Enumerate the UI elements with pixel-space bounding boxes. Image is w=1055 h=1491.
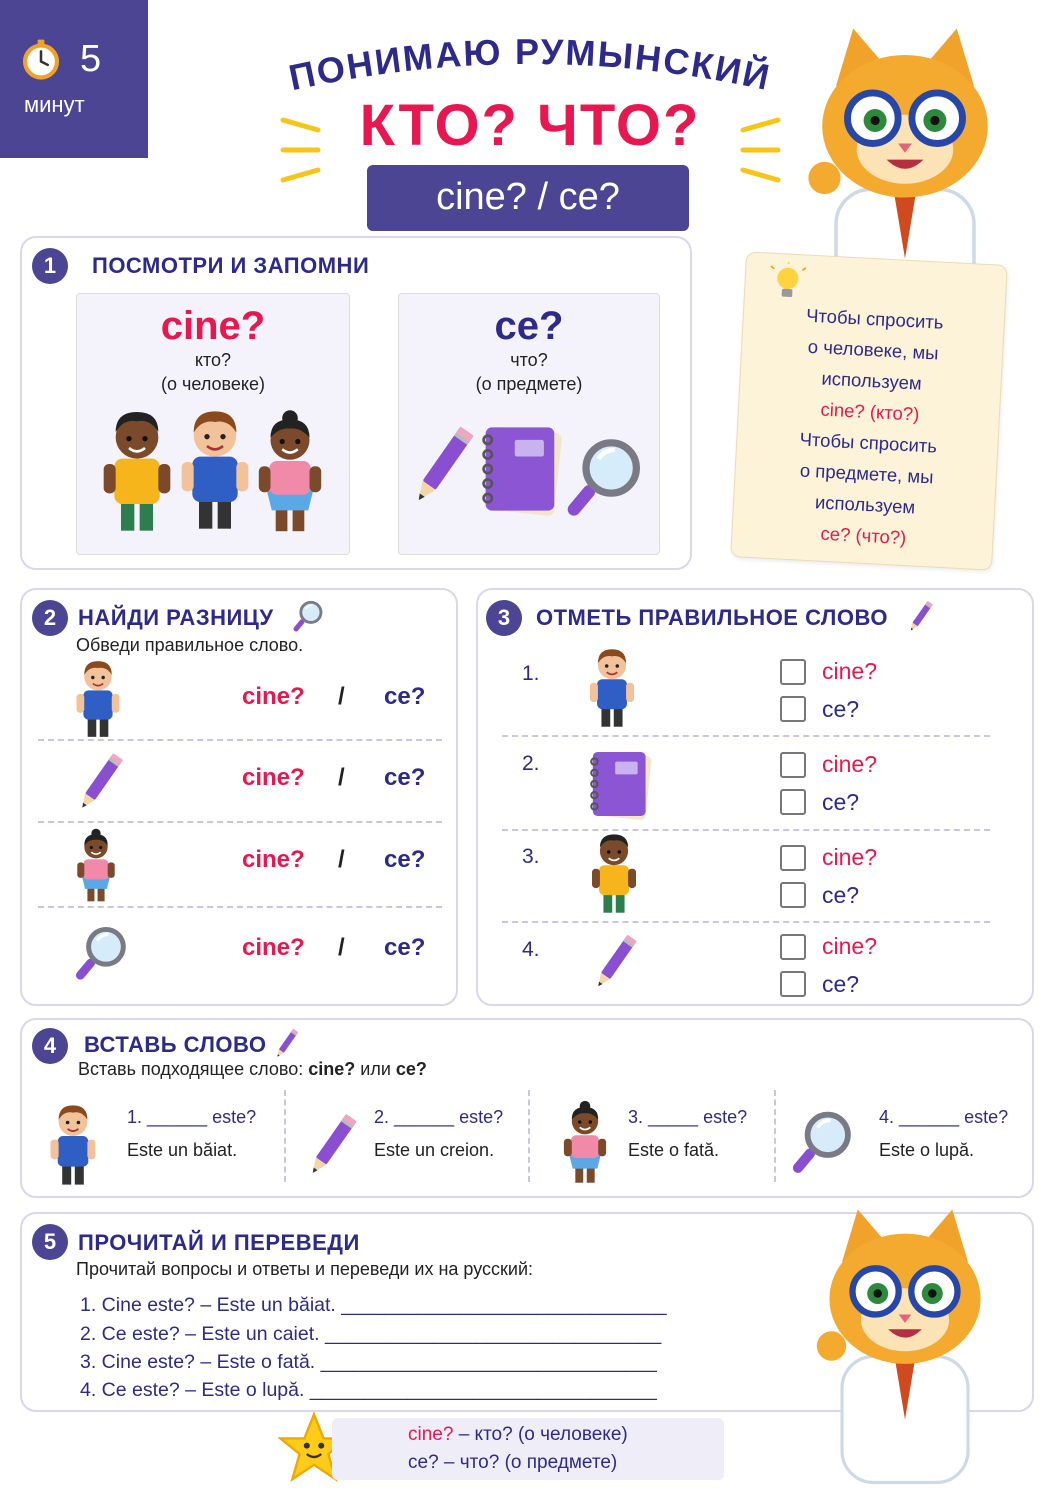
divider: [284, 1090, 286, 1182]
separator: /: [338, 764, 345, 791]
checkbox-cine[interactable]: [780, 845, 806, 871]
card-cine-note: (о человеке): [161, 374, 265, 394]
tip-line-highlight: ce? (что?): [820, 522, 907, 549]
translate-row[interactable]: 4. Ce este? – Este o lupă. ________________________________: [80, 1379, 657, 1401]
sparkle-right: [733, 115, 783, 190]
option-ce[interactable]: ce?: [384, 846, 426, 873]
fill-answer: Este un băiat.: [127, 1140, 238, 1160]
translate-row[interactable]: 1. Cine este? – Este un băiat. ______________________________: [80, 1294, 667, 1316]
time-badge: [0, 0, 148, 158]
girl-illustration: [552, 1100, 618, 1188]
item-number: 3.: [522, 845, 540, 868]
checkbox-ce-label: ce?: [822, 696, 860, 722]
boy-illustration: [97, 402, 177, 542]
checkbox-ce[interactable]: [780, 882, 806, 908]
option-cine[interactable]: cine?: [242, 764, 305, 791]
divider: [528, 1090, 530, 1182]
title-top-text: ПОНИМАЮ РУМЫНСКИЙ: [285, 30, 775, 99]
fill-question[interactable]: 1. ______ este?: [127, 1107, 257, 1127]
option-cine[interactable]: cine?: [242, 934, 305, 961]
notebook-icon: [580, 744, 660, 824]
legend-row-ce: [408, 1452, 617, 1474]
tip-line: Чтобы спросить: [805, 304, 945, 333]
fill-question[interactable]: 3. _____ este?: [628, 1107, 748, 1127]
fill-answer: Este o fată.: [628, 1140, 720, 1160]
divider: [774, 1090, 776, 1182]
girl-illustration: [66, 828, 126, 906]
section-3: [476, 588, 1034, 1006]
tip-line-highlight: cine? (кто?): [820, 398, 920, 425]
legend-row-cine: [408, 1424, 628, 1446]
fill-answer: Este un creion.: [374, 1140, 495, 1160]
page-subtitle: cine? / ce?: [367, 165, 689, 231]
legend-word: cine?: [408, 1424, 454, 1445]
tip-line: Чтобы спросить: [799, 428, 938, 457]
page-title: КТО? ЧТО?: [359, 93, 701, 158]
badge-label: минут: [24, 92, 85, 117]
translate-row[interactable]: 2. Ce este? – Este un caiet. _______________________________: [80, 1323, 662, 1345]
card-ce: [398, 293, 660, 555]
tip-line: о человеке, мы: [807, 335, 940, 364]
card-cine: [76, 293, 350, 555]
separator: /: [338, 683, 345, 710]
tip-note: [730, 251, 1008, 570]
checkbox-ce-label: ce?: [822, 882, 860, 908]
item-number: 1.: [522, 662, 540, 685]
magnifier-icon: [70, 916, 132, 990]
option-ce[interactable]: ce?: [384, 934, 426, 961]
instruction-text: или: [355, 1059, 396, 1079]
magnifier-icon: [786, 1100, 858, 1184]
boy-illustration: [584, 830, 644, 918]
option-cine[interactable]: cine?: [242, 683, 305, 710]
divider: [502, 829, 990, 831]
boy-illustration: [36, 1100, 110, 1190]
translate-row[interactable]: 3. Cine este? – Este o fată. _______________________________: [80, 1351, 657, 1373]
instruction-word: cine?: [308, 1059, 356, 1079]
magnifier-icon: [559, 422, 649, 532]
section-5-title: ПРОЧИТАЙ И ПЕРЕВЕДИ: [78, 1230, 360, 1255]
legend-text: – что? (о предмете): [438, 1452, 618, 1473]
tip-text: [750, 297, 989, 556]
checkbox-cine[interactable]: [780, 752, 806, 778]
boy-illustration: [582, 644, 642, 732]
checkbox-cine-label: cine?: [822, 844, 877, 870]
boy-illustration: [175, 398, 255, 542]
section-2-number: 2: [32, 600, 68, 636]
section-5-number: 5: [32, 1224, 68, 1260]
fill-answer: Este o lupă.: [879, 1140, 975, 1160]
badge-number: 5: [80, 38, 102, 80]
checkbox-ce-label: ce?: [822, 971, 860, 997]
section-2-instruction: Обведи правильное слово.: [76, 635, 304, 655]
divider: [38, 739, 442, 741]
section-4-instruction: [78, 1059, 427, 1080]
section-5-instruction: Прочитай вопросы и ответы и переведи их на русский:: [76, 1259, 534, 1279]
instruction-word: ce?: [395, 1059, 427, 1079]
option-ce[interactable]: ce?: [384, 683, 426, 710]
notebook-icon: [469, 414, 573, 524]
separator: /: [338, 846, 345, 873]
section-3-number: 3: [486, 600, 522, 636]
checkbox-ce[interactable]: [780, 971, 806, 997]
item-number: 4.: [522, 938, 540, 961]
checkbox-cine[interactable]: [780, 659, 806, 685]
legend-word: ce?: [408, 1452, 439, 1473]
card-ce-translation: что?: [510, 350, 548, 370]
fill-question[interactable]: 4. ______ este?: [879, 1107, 1009, 1127]
boy-illustration: [68, 656, 128, 742]
fill-question[interactable]: 2. ______ este?: [374, 1107, 504, 1127]
checkbox-cine-label: cine?: [822, 658, 877, 684]
checkbox-cine-label: cine?: [822, 751, 877, 777]
tip-line: используем: [814, 491, 916, 518]
pencil-icon: [586, 926, 646, 996]
checkbox-ce[interactable]: [780, 789, 806, 815]
section-1-title: ПОСМОТРИ И ЗАПОМНИ: [92, 253, 370, 278]
pencil-icon: [70, 744, 132, 818]
section-3-title: ОТМЕТЬ ПРАВИЛЬНОЕ СЛОВО: [536, 605, 888, 630]
stopwatch-icon: [20, 38, 62, 80]
pencil-icon: [300, 1104, 366, 1184]
section-4-number: 4: [32, 1028, 68, 1064]
card-ce-word: ce?: [494, 304, 564, 348]
tip-line: используем: [820, 367, 923, 394]
pencil-icon: [268, 1024, 306, 1062]
legend-box: [332, 1418, 724, 1480]
instruction-text: Вставь подходящее слово:: [78, 1059, 309, 1079]
section-4-title: ВСТАВЬ СЛОВО: [84, 1032, 267, 1057]
divider: [38, 821, 442, 823]
divider: [38, 906, 442, 908]
magnifier-icon: [290, 594, 326, 638]
legend-text: – кто? (о человеке): [453, 1424, 628, 1445]
tip-line: о предмете, мы: [799, 459, 935, 488]
section-1-number: 1: [32, 248, 68, 284]
card-ce-note: (о предмете): [475, 374, 583, 394]
item-number: 2.: [522, 752, 540, 775]
option-cine[interactable]: cine?: [242, 846, 305, 873]
pencil-icon: [902, 596, 940, 636]
separator: /: [338, 934, 345, 961]
girl-illustration: [251, 406, 329, 542]
checkbox-ce[interactable]: [780, 696, 806, 722]
title-top: [250, 20, 810, 100]
divider: [502, 735, 990, 737]
card-cine-translation: кто?: [194, 350, 232, 370]
checkbox-cine[interactable]: [780, 934, 806, 960]
checkbox-ce-label: ce?: [822, 789, 860, 815]
card-cine-word: cine?: [160, 304, 266, 348]
option-ce[interactable]: ce?: [384, 764, 426, 791]
section-2-title: НАЙДИ РАЗНИЦУ: [78, 605, 274, 630]
divider: [502, 921, 990, 923]
checkbox-cine-label: cine?: [822, 933, 877, 959]
cat-teacher-illustration: [800, 1206, 1010, 1486]
